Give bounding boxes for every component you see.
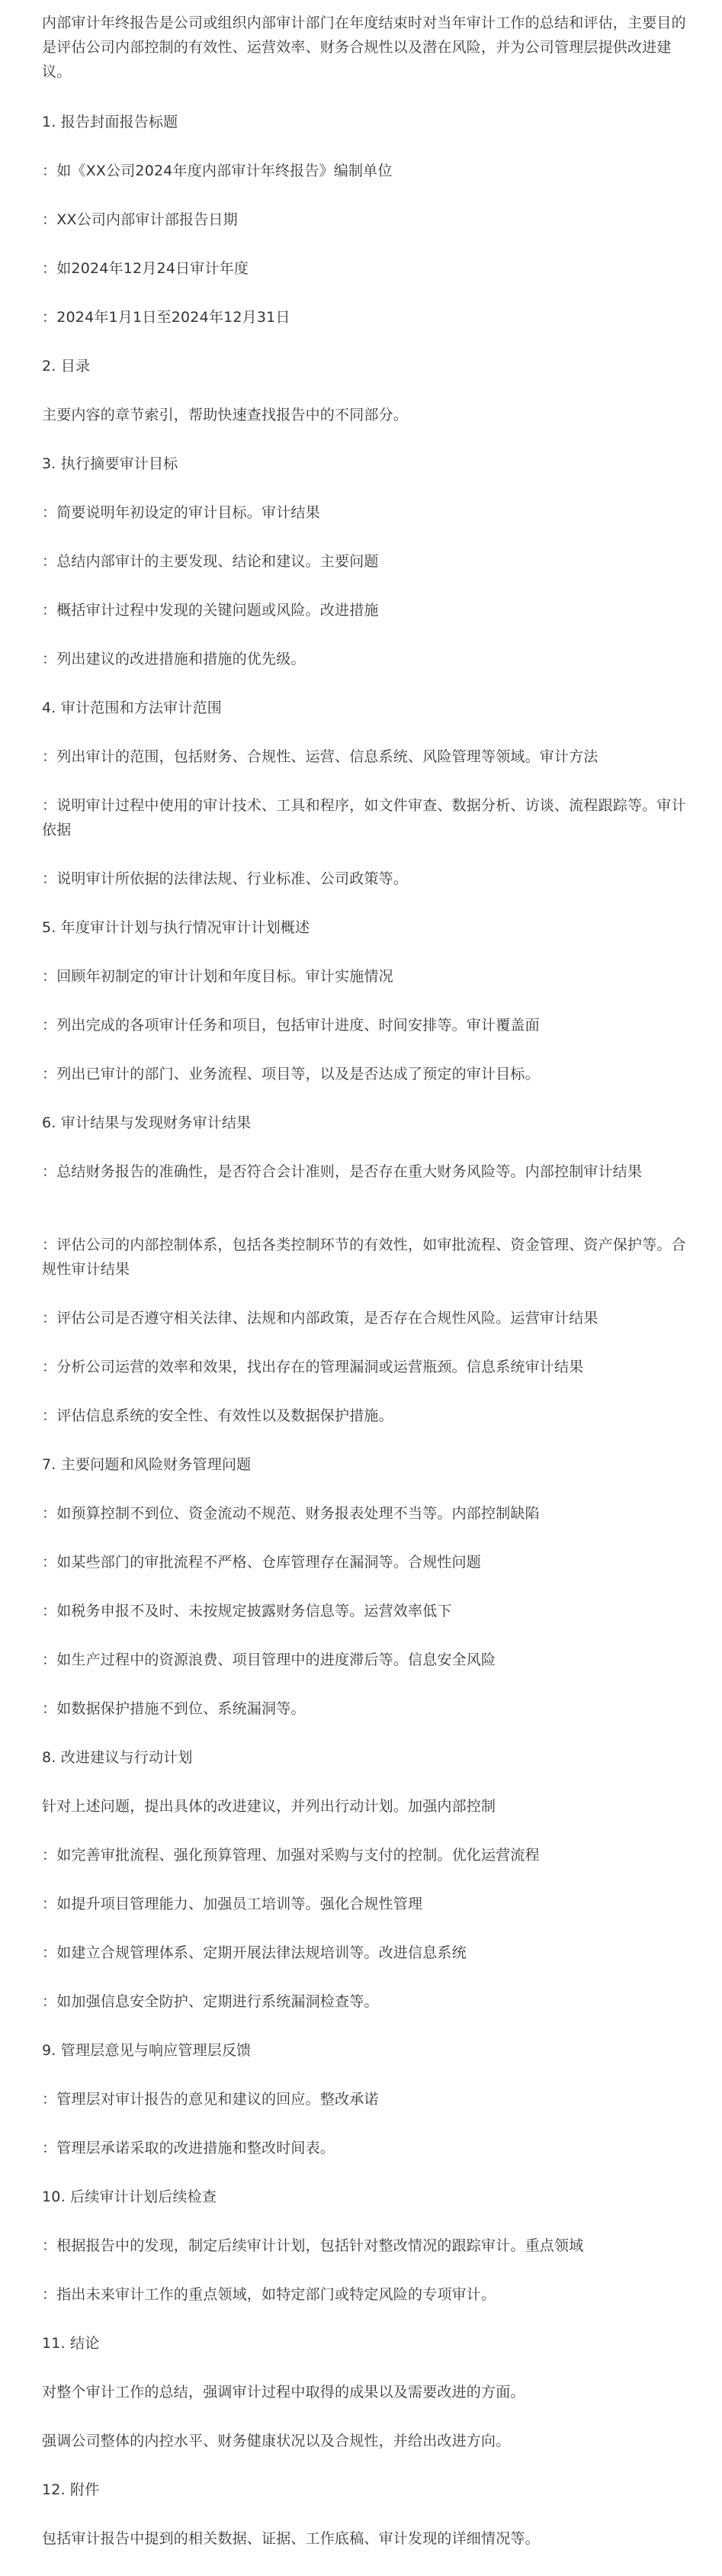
paragraph: ：列出已审计的部门、业务流程、项目等，以及是否达成了预定的审计目标。 [42, 1066, 540, 1082]
paragraph: ：如《XX公司2024年度内部审计年终报告》编制单位 [42, 162, 393, 179]
paragraph: ：根据报告中的发现，制定后续审计计划，包括针对整改情况的跟踪审计。重点领域 [42, 2237, 584, 2254]
paragraph: ：如提升项目管理能力、加强员工培训等。强化合规性管理 [42, 1896, 423, 1912]
paragraph: ：分析公司运营的效率和效果，找出存在的管理漏洞或运营瓶颈。信息系统审计结果 [42, 1359, 584, 1375]
paragraph: 主要内容的章节索引，帮助快速查找报告中的不同部分。 [42, 407, 409, 423]
section-heading-cover: 1. 报告封面报告标题 [42, 114, 178, 130]
paragraph: ：概括审计过程中发现的关键问题或风险。改进措施 [42, 602, 379, 619]
paragraph: ：如某些部门的审批流程不严格、仓库管理存在漏洞等。合规性问题 [42, 1554, 482, 1571]
paragraph: 对整个审计工作的总结，强调审计过程中取得的成果以及需要改进的方面。 [42, 2384, 525, 2401]
section-heading-summary: 3. 执行摘要审计目标 [42, 455, 178, 472]
paragraph: ：简要说明年初设定的审计目标。审计结果 [42, 504, 320, 521]
paragraph: ：如预算控制不到位、资金流动不规范、财务报表处理不当等。内部控制缺陷 [42, 1505, 540, 1522]
paragraph: 包括审计报告中提到的相关数据、证据、工作底稿、审计发现的详细情况等。 [42, 2530, 540, 2547]
paragraph: ：列出建议的改进措施和措施的优先级。 [42, 651, 306, 667]
paragraph: ：管理层对审计报告的意见和建议的回应。整改承诺 [42, 2091, 379, 2108]
paragraph: ：如数据保护措施不到位、系统漏洞等。 [42, 1700, 306, 1717]
paragraph: ：说明审计过程中使用的审计技术、工具和程序，如文件审查、数据分析、访谈、流程跟踪等。审计依据 [42, 797, 686, 838]
section-heading-conclusion: 11. 结论 [42, 2335, 100, 2352]
paragraph: ：如税务申报不及时、未按规定披露财务信息等。运营效率低下 [42, 1603, 452, 1619]
paragraph: ：列出完成的各项审计任务和项目，包括审计进度、时间安排等。审计覆盖面 [42, 1017, 540, 1034]
paragraph: 针对上述问题，提出具体的改进建议，并列出行动计划。加强内部控制 [42, 1798, 496, 1815]
section-heading-issues: 7. 主要问题和风险财务管理问题 [42, 1456, 252, 1473]
paragraph: ：列出审计的范围，包括财务、合规性、运营、信息系统、风险管理等领域。审计方法 [42, 748, 598, 765]
paragraph: ：评估公司的内部控制体系，包括各类控制环节的有效性，如审批流程、资金管理、资产保护等。合规性审计结果 [42, 1237, 686, 1278]
paragraph: ：如加强信息安全防护、定期进行系统漏洞检查等。 [42, 1993, 379, 2010]
paragraph: ：指出未来审计工作的重点领域，如特定部门或特定风险的专项审计。 [42, 2286, 496, 2303]
section-heading-appendix: 12. 附件 [42, 2481, 100, 2498]
paragraph: ：评估公司是否遵守相关法律、法规和内部政策，是否存在合规性风险。运营审计结果 [42, 1310, 598, 1327]
paragraph: ：如完善审批流程、强化预算管理、加强对采购与支付的控制。优化运营流程 [42, 1847, 540, 1864]
paragraph: ：如建立合规管理体系、定期开展法律法规培训等。改进信息系统 [42, 1944, 467, 1961]
paragraph: ：评估信息系统的安全性、有效性以及数据保护措施。 [42, 1407, 393, 1424]
section-heading-scope: 4. 审计范围和方法审计范围 [42, 699, 222, 716]
section-heading-management: 9. 管理层意见与响应管理层反馈 [42, 2042, 252, 2059]
paragraph: ：总结财务报告的准确性，是否符合会计准则，是否存在重大财务风险等。内部控制审计结果 [42, 1163, 643, 1180]
intro-paragraph: 内部审计年终报告是公司或组织内部审计部门在年度结束时对当年审计工作的总结和评估，主要目的是评估公司内部控制的有效性、运营效率、财务合规性以及潜在风险，并为公司管理层提供改进建议。 [42, 14, 686, 80]
section-heading-toc: 2. 目录 [42, 358, 91, 375]
paragraph: ：总结内部审计的主要发现、结论和建议。主要问题 [42, 553, 379, 570]
paragraph: ：XX公司内部审计部报告日期 [42, 211, 238, 228]
section-heading-improvements: 8. 改进建议与行动计划 [42, 1749, 193, 1766]
section-heading-followup: 10. 后续审计计划后续检查 [42, 2188, 217, 2205]
paragraph: ：如生产过程中的资源浪费、项目管理中的进度滞后等。信息安全风险 [42, 1651, 496, 1668]
paragraph: ：管理层承诺采取的改进措施和整改时间表。 [42, 2140, 335, 2156]
paragraph: ：回顾年初制定的审计计划和年度目标。审计实施情况 [42, 968, 393, 985]
paragraph: ：2024年1月1日至2024年12月31日 [42, 309, 290, 326]
paragraph: 强调公司整体的内控水平、财务健康状况以及合规性，并给出改进方向。 [42, 2433, 511, 2449]
paragraph: ：说明审计所依据的法律法规、行业标准、公司政策等。 [42, 870, 409, 887]
paragraph: ：如2024年12月24日审计年度 [42, 260, 249, 277]
section-heading-plan: 5. 年度审计计划与执行情况审计计划概述 [42, 919, 310, 936]
section-heading-results: 6. 审计结果与发现财务审计结果 [42, 1114, 252, 1131]
